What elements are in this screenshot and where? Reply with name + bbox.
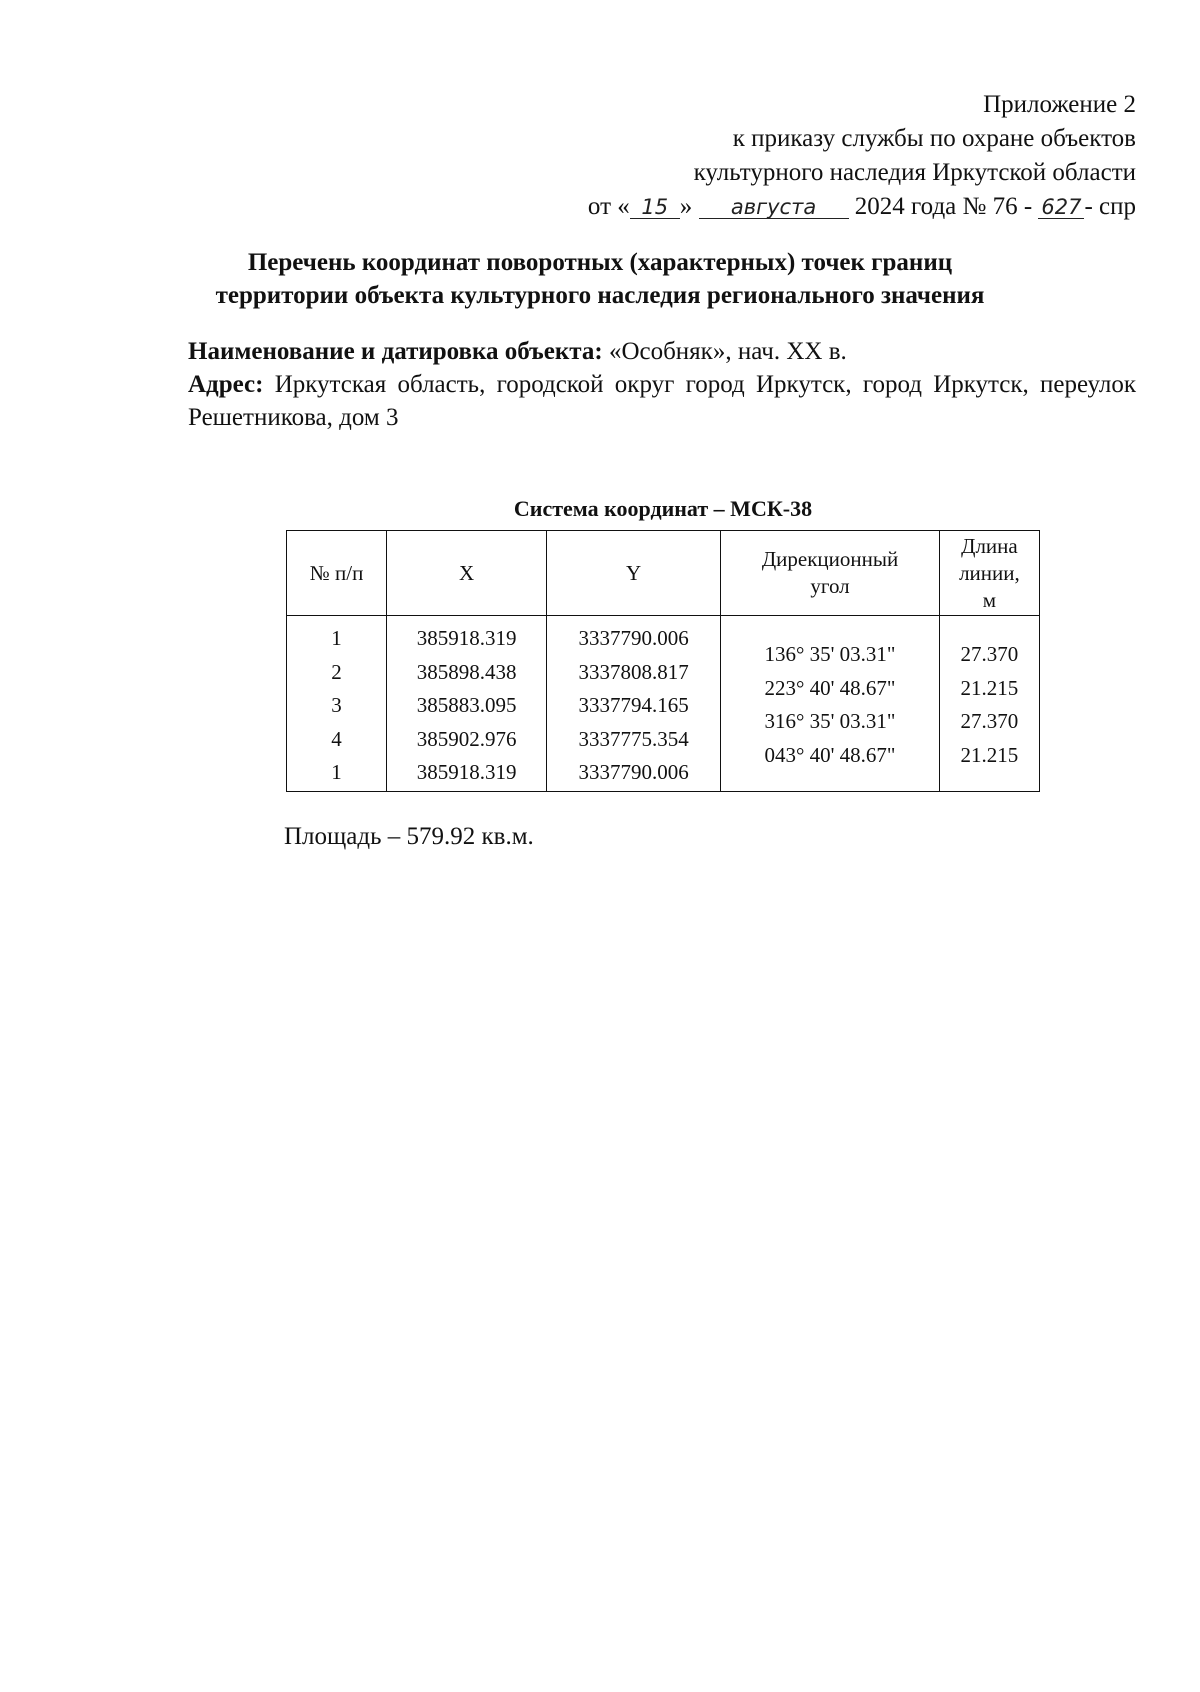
object-name-value: «Особняк», нач. XX в. xyxy=(608,338,847,365)
header-length xyxy=(939,531,1039,616)
point-x: 385898.438 xyxy=(416,659,517,684)
area-summary: Площадь – 579.92 кв.м. xyxy=(284,823,534,850)
coordinates-table xyxy=(286,530,1040,792)
header-length-line-1: Длина xyxy=(961,533,1018,558)
header-num: № п/п xyxy=(287,531,387,616)
point-y: 3337790.006 xyxy=(578,760,689,784)
object-address-line xyxy=(188,368,1136,434)
col-num xyxy=(287,616,387,792)
handwritten-order-number: 627 xyxy=(1038,196,1084,219)
segment-angle: 316° 35' 03.31" xyxy=(764,709,896,733)
annex-authority: культурного наследия Иркутской области xyxy=(693,159,1136,186)
point-num: 4 xyxy=(331,726,342,751)
title-line-1: Перечень координат поворотных (характерных) точек границ xyxy=(247,249,953,276)
point-x: 385883.095 xyxy=(416,693,517,717)
point-y: 3337808.817 xyxy=(578,659,689,684)
point-x: 385918.319 xyxy=(416,626,517,650)
object-address-value: Иркутская область, городской округ город Иркутск, город Иркутск, переулок Решетникова, дом 3 xyxy=(188,371,1136,431)
object-name-line xyxy=(188,335,1136,368)
table-row xyxy=(287,616,1040,792)
col-x xyxy=(387,616,547,792)
point-num: 3 xyxy=(331,693,342,717)
annex-header xyxy=(588,88,1136,224)
segment-angle: 223° 40' 48.67" xyxy=(764,675,896,700)
point-y: 3337775.354 xyxy=(578,726,689,751)
col-angle xyxy=(721,616,940,792)
date-year-text: 2024 года № 76 - xyxy=(854,193,1033,220)
col-length xyxy=(939,616,1039,792)
header-angle-line-1: Дирекционный xyxy=(761,547,899,571)
table-caption: Система координат – МСК-38 xyxy=(513,496,813,521)
point-num: 2 xyxy=(331,659,342,684)
object-info xyxy=(188,335,1136,434)
title-line-2: территории объекта культурного наследия регионального значения xyxy=(215,282,985,309)
date-prefix: от « xyxy=(587,193,630,220)
segment-length: 21.215 xyxy=(960,675,1019,700)
header-angle xyxy=(721,531,940,616)
point-num: 1 xyxy=(331,760,342,784)
annex-date-line xyxy=(588,190,1136,224)
segment-length: 27.370 xyxy=(960,709,1019,733)
point-x: 385902.976 xyxy=(416,726,517,751)
handwritten-day: 15 xyxy=(630,196,680,219)
object-name-label: Наименование и датировка объекта: xyxy=(188,338,603,365)
segment-angle: 136° 35' 03.31" xyxy=(764,642,896,666)
point-y: 3337790.006 xyxy=(578,626,689,650)
annex-order-ref: к приказу службы по охране объектов xyxy=(732,125,1136,152)
point-x: 385918.319 xyxy=(416,760,517,784)
segment-length: 21.215 xyxy=(960,742,1019,767)
handwritten-month: августа xyxy=(699,196,849,219)
header-length-line-2: линии, xyxy=(959,560,1020,585)
header-y: Y xyxy=(547,531,721,616)
header-angle-line-2: угол xyxy=(810,574,850,598)
segment-angle: 043° 40' 48.67" xyxy=(764,742,896,767)
order-suffix: - спр xyxy=(1084,193,1136,220)
col-y xyxy=(547,616,721,792)
point-y: 3337794.165 xyxy=(578,693,689,717)
object-address-label: Адрес: xyxy=(188,371,264,398)
header-x: X xyxy=(387,531,547,616)
segment-length: 27.370 xyxy=(960,642,1019,666)
table-header-row xyxy=(287,531,1040,616)
date-mid: » xyxy=(679,193,693,220)
header-length-line-3: м xyxy=(982,587,997,612)
annex-number: Приложение 2 xyxy=(983,91,1136,118)
document-title xyxy=(160,246,1040,312)
point-num: 1 xyxy=(331,626,342,650)
